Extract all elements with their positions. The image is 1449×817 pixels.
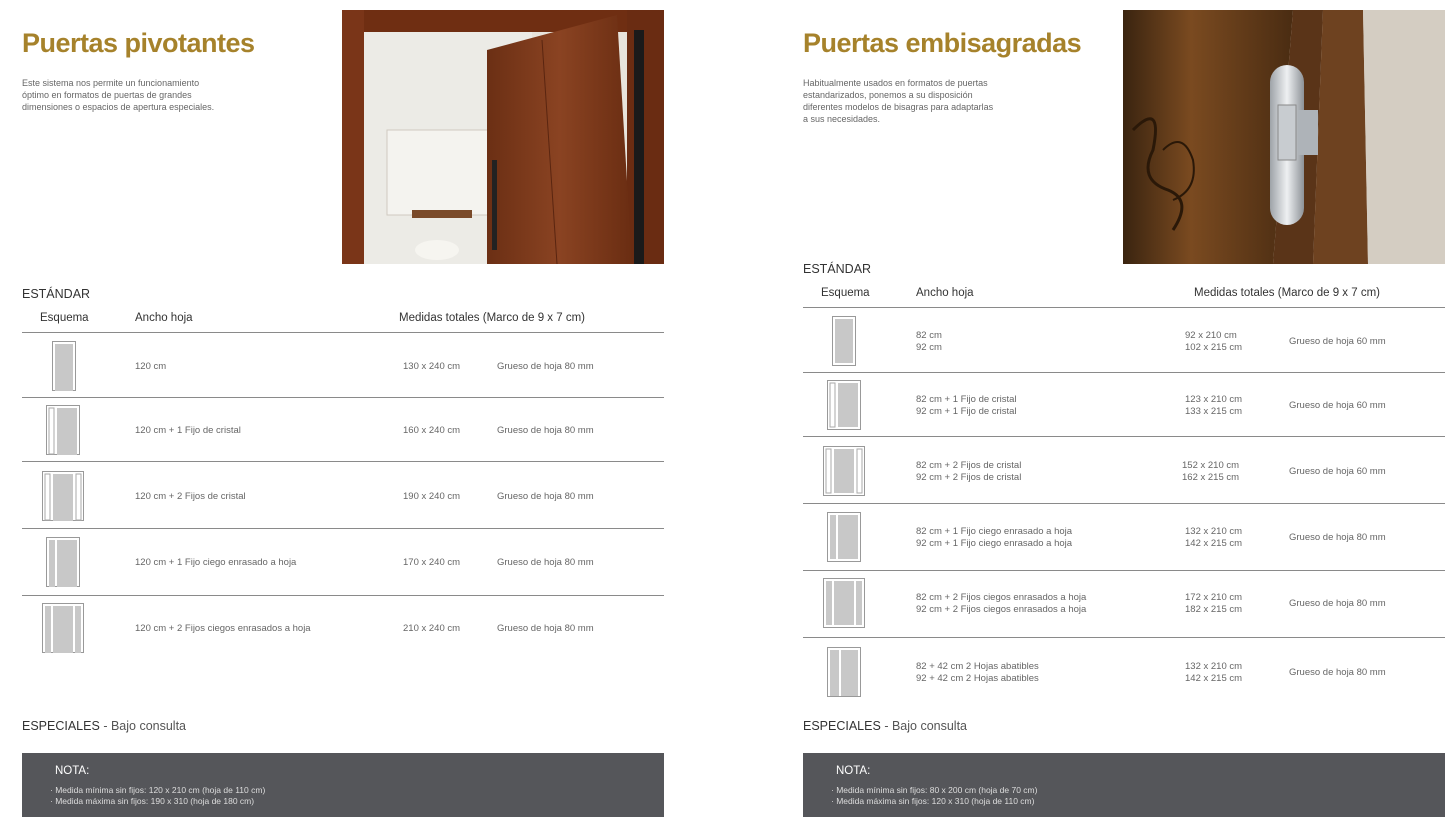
right-title: Puertas embisagradas — [803, 28, 1082, 58]
right-header-schema: Esquema — [821, 287, 870, 299]
left-row-width: 120 cm + 1 Fijo ciego enrasado a hoja — [135, 557, 297, 568]
right-note-line: · Medida mínima sin fijos: 80 x 200 cm (hoja de 70 cm) — [831, 785, 1038, 795]
right-note-box — [803, 753, 1445, 817]
left-row-width: 120 cm — [135, 361, 167, 372]
right-row-width: 82 + 42 cm 2 Hojas abatibles 92 + 42 cm 2 Hojas abatibles — [916, 661, 1039, 684]
left-note-box — [22, 753, 664, 817]
left-row-size: 190 x 240 cm — [403, 491, 461, 502]
right-row-size: 92 x 210 cm 102 x 215 cm — [1185, 330, 1243, 353]
left-note-line: · Medida mínima sin fijos: 120 x 210 cm (hoja de 110 cm) — [50, 785, 266, 795]
row-divider — [803, 503, 1445, 504]
left-row-size: 160 x 240 cm — [403, 425, 461, 436]
left-note-title: NOTA: — [55, 765, 90, 777]
schema-door-2-blind — [42, 603, 84, 658]
left-header-divider — [22, 332, 664, 333]
right-note-title: NOTA: — [836, 765, 871, 777]
left-description: Este sistema nos permite un funcionamiento óptimo en formatos de puertas de grandes dimensiones o espacios de apertura especiales. — [22, 78, 215, 112]
left-row-width: 120 cm + 2 Fijos ciegos enrasados a hoja — [135, 623, 311, 634]
right-row-thickness: Grueso de hoja 60 mm — [1289, 336, 1386, 347]
row-divider — [803, 570, 1445, 571]
right-row-size: 123 x 210 cm 133 x 215 cm — [1185, 394, 1243, 417]
right-especiales: ESPECIALES - Bajo consulta — [803, 719, 967, 733]
right-row-thickness: Grueso de hoja 80 mm — [1289, 532, 1386, 543]
row-divider — [803, 436, 1445, 437]
right-row-thickness: Grueso de hoja 80 mm — [1289, 598, 1386, 609]
schema-door-2-blind — [823, 578, 865, 633]
left-header-totals: Medidas totales (Marco de 9 x 7 cm) — [399, 312, 585, 324]
schema-single-door — [52, 341, 76, 396]
right-header-divider — [803, 307, 1445, 308]
right-row-thickness: Grueso de hoja 60 mm — [1289, 400, 1386, 411]
right-description: Habitualmente usados en formatos de puertas estandarizados, ponemos a su disposición diferentes modelos de bisagras para adaptarlas a sus necesidades. — [803, 78, 994, 124]
left-header-schema: Esquema — [40, 312, 89, 324]
left-standard-label: ESTÁNDAR — [22, 287, 91, 301]
left-header-width: Ancho hoja — [135, 312, 193, 324]
schema-door-2-glass — [42, 471, 84, 526]
right-row-width: 82 cm + 1 Fijo de cristal 92 cm + 1 Fijo de cristal — [916, 394, 1017, 417]
row-divider — [22, 528, 664, 529]
schema-door-2-glass — [823, 446, 865, 501]
right-row-width: 82 cm + 2 Fijos ciegos enrasados a hoja 92 cm + 2 Fijos ciegos enrasados a hoja — [916, 592, 1087, 615]
right-row-size: 132 x 210 cm 142 x 215 cm — [1185, 526, 1243, 549]
right-row-thickness: Grueso de hoja 60 mm — [1289, 466, 1386, 477]
left-row-thickness: Grueso de hoja 80 mm — [497, 557, 594, 568]
left-row-width: 120 cm + 1 Fijo de cristal — [135, 425, 241, 436]
schema-door-1-glass — [46, 405, 80, 460]
hinge-photo — [1123, 10, 1445, 264]
right-row-thickness: Grueso de hoja 80 mm — [1289, 667, 1386, 678]
left-row-size: 170 x 240 cm — [403, 557, 461, 568]
left-row-thickness: Grueso de hoja 80 mm — [497, 361, 594, 372]
left-row-size: 130 x 240 cm — [403, 361, 461, 372]
right-row-width: 82 cm + 2 Fijos de cristal 92 cm + 2 Fijos de cristal — [916, 460, 1022, 483]
left-title: Puertas pivotantes — [22, 28, 255, 58]
row-divider — [803, 372, 1445, 373]
right-row-width: 82 cm + 1 Fijo ciego enrasado a hoja 92 cm + 1 Fijo ciego enrasado a hoja — [916, 526, 1073, 549]
schema-single-door — [832, 316, 856, 371]
left-row-thickness: Grueso de hoja 80 mm — [497, 425, 594, 436]
schema-door-1-blind — [46, 537, 80, 592]
right-row-width: 82 cm 92 cm — [916, 330, 942, 353]
row-divider — [803, 637, 1445, 638]
right-note-line: · Medida máxima sin fijos: 120 x 310 (hoja de 110 cm) — [831, 796, 1035, 806]
right-row-size: 152 x 210 cm 162 x 215 cm — [1182, 460, 1240, 483]
right-row-size: 132 x 210 cm 142 x 215 cm — [1185, 661, 1243, 684]
left-row-width: 120 cm + 2 Fijos de cristal — [135, 491, 246, 502]
left-especiales: ESPECIALES - Bajo consulta — [22, 719, 186, 733]
right-row-size: 172 x 210 cm 182 x 215 cm — [1185, 592, 1243, 615]
schema-door-1-blind — [827, 512, 861, 567]
right-standard-label: ESTÁNDAR — [803, 262, 872, 276]
left-row-thickness: Grueso de hoja 80 mm — [497, 491, 594, 502]
row-divider — [22, 397, 664, 398]
schema-double-leaf — [827, 647, 861, 702]
left-row-size: 210 x 240 cm — [403, 623, 461, 634]
row-divider — [22, 595, 664, 596]
left-row-thickness: Grueso de hoja 80 mm — [497, 623, 594, 634]
schema-door-1-glass — [827, 380, 861, 435]
left-note-line: · Medida máxima sin fijos: 190 x 310 (hoja de 180 cm) — [50, 796, 255, 806]
right-header-totals: Medidas totales (Marco de 9 x 7 cm) — [1194, 287, 1380, 299]
row-divider — [22, 461, 664, 462]
pivot-door-photo — [342, 10, 664, 264]
right-header-width: Ancho hoja — [916, 287, 974, 299]
